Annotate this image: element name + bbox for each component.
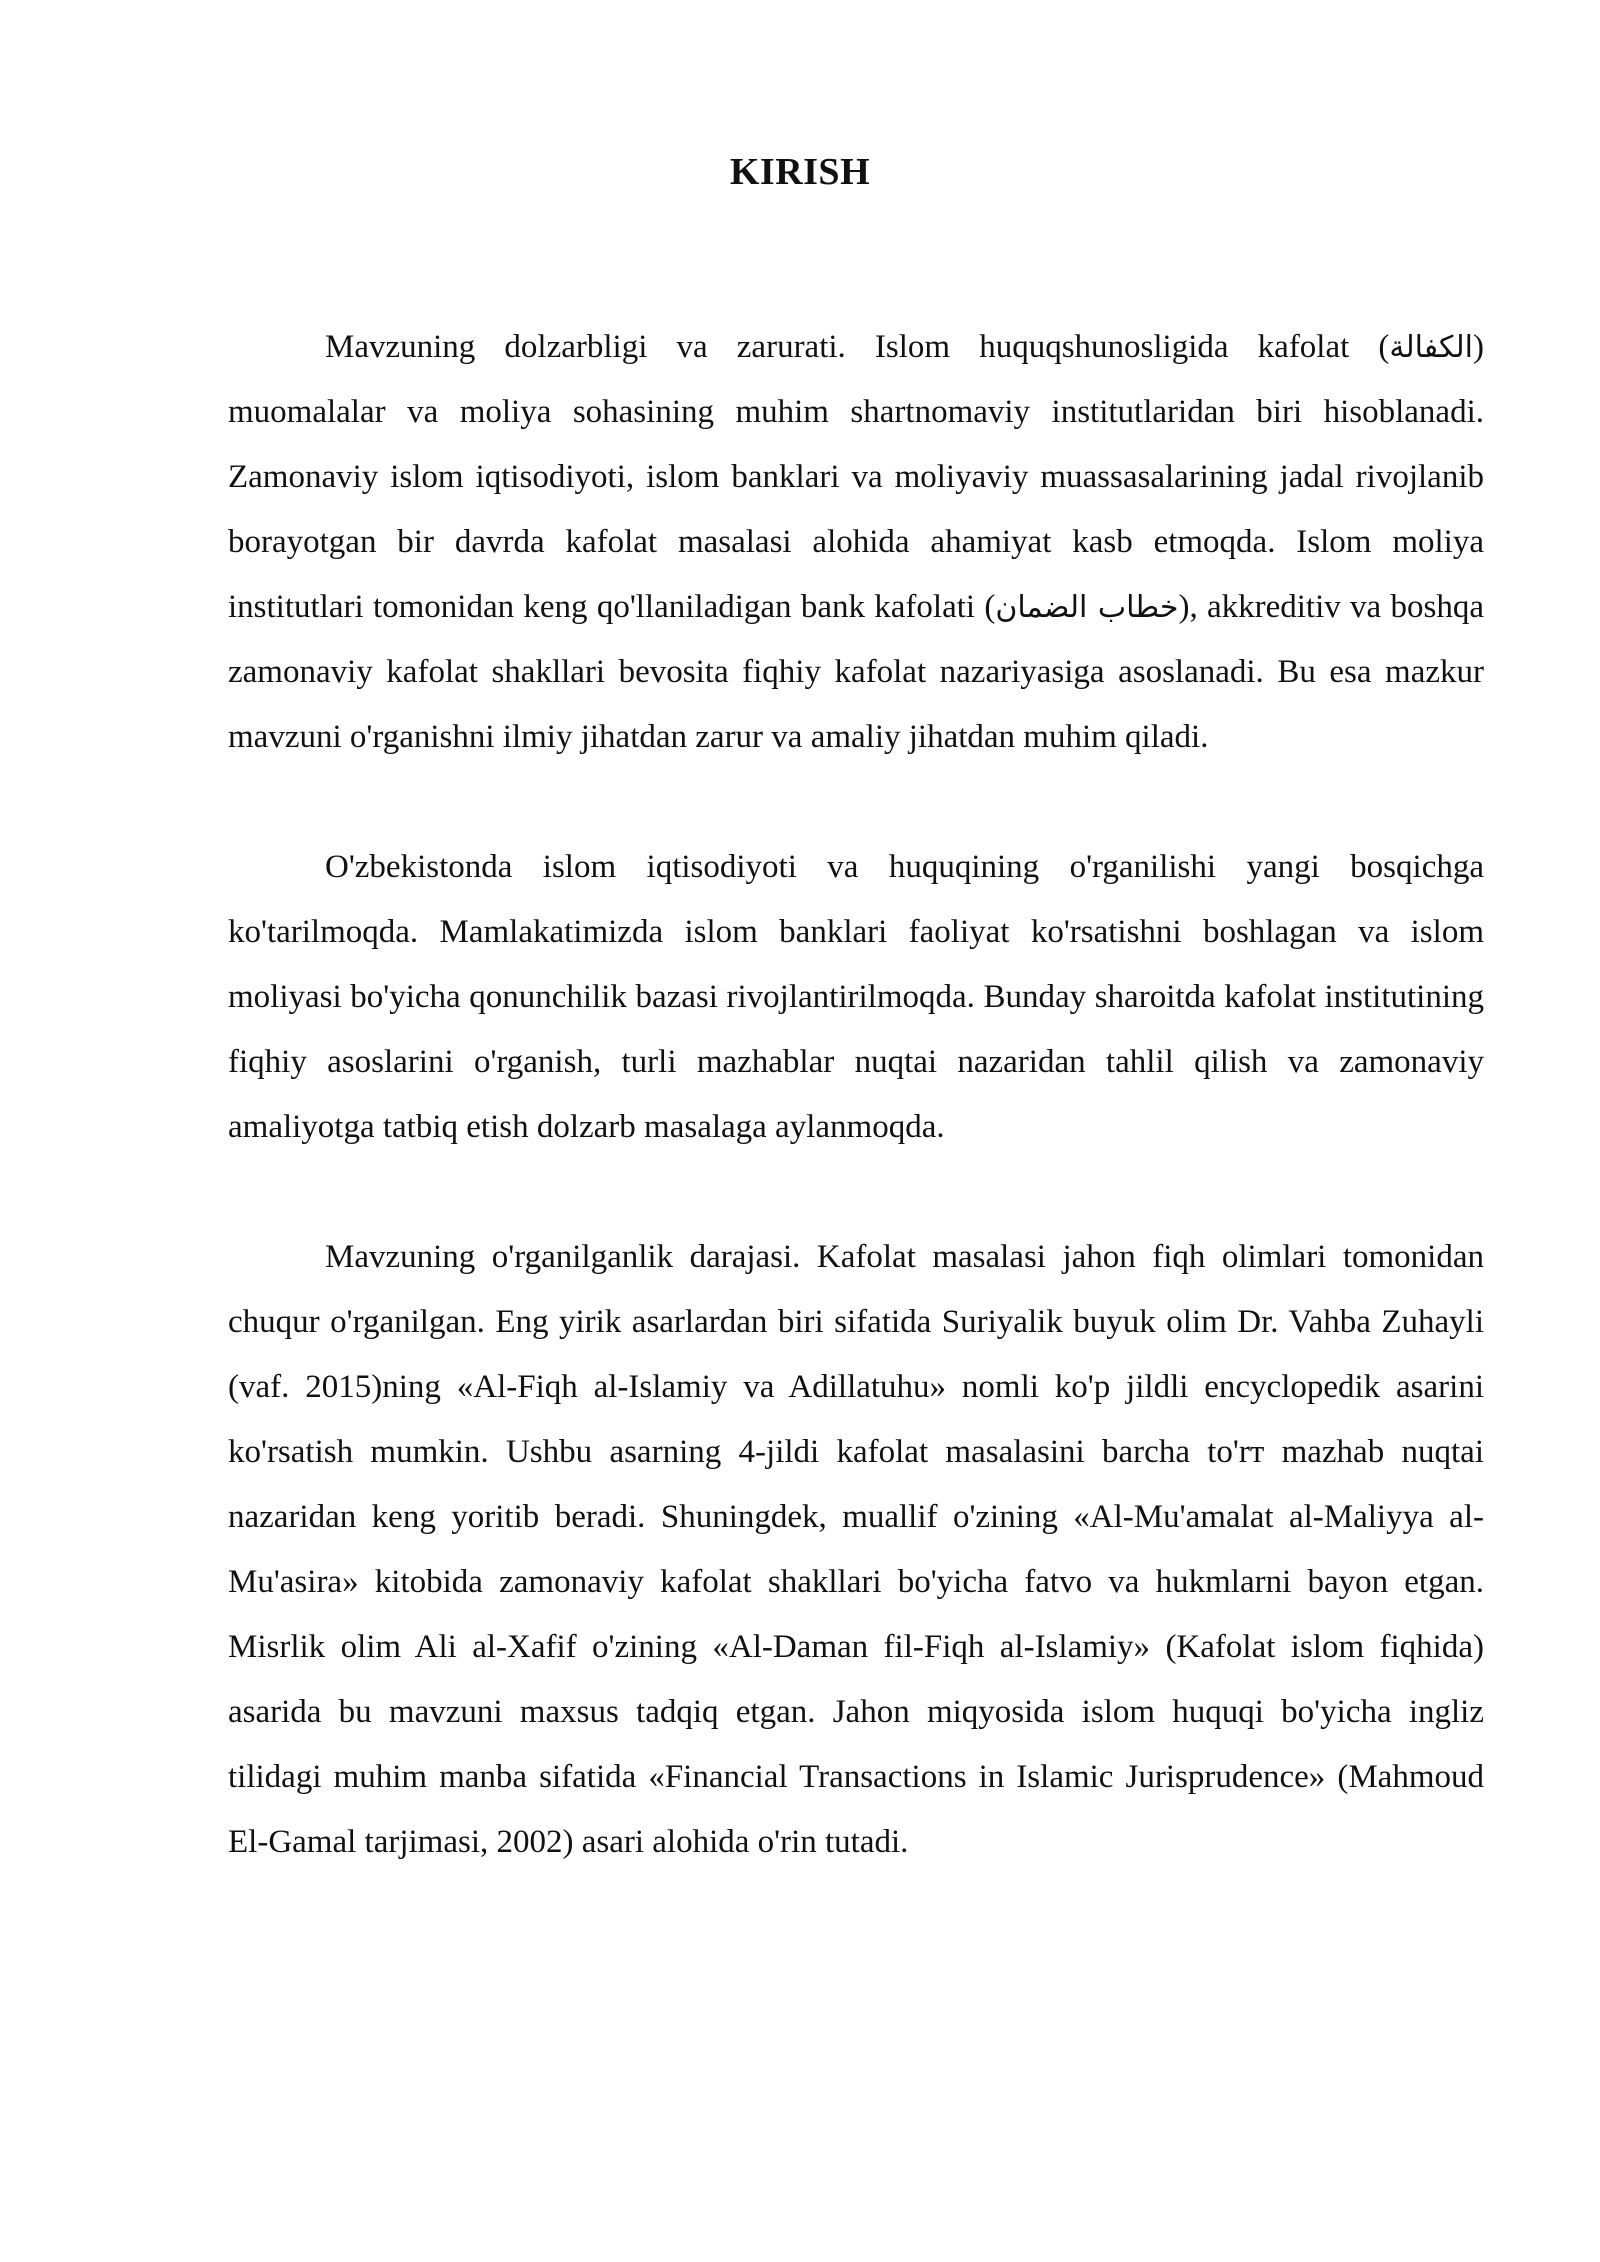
paragraph-text: Mavzuning dolzarbligi va zarurati. Islom huquqshunosligida kafolat ( xyxy=(325,329,1390,365)
page-title: KIRISH xyxy=(729,151,871,193)
arabic-term-kafala: الكفالة xyxy=(1389,330,1473,365)
document-body xyxy=(228,315,1484,1940)
paragraph-text: ), akkreditiv va boshqa zamonaviy kafolat shakllari bevosita fiqhiy kafolat nazariyasiga asoslanadi. Bu esa mazkur mavzuni o'rganishni ilmiy jihatdan zarur va amaliy jihatdan muhim qiladi. xyxy=(228,589,1484,755)
paragraph-relevance xyxy=(228,315,1484,770)
paragraph-text: ) muomalalar va moliya sohasining muhim shartnomaviy institutlaridan biri hisoblanadi. Zamonaviy islom iqtisodiyoti, islom banklari va moliyaviy muassasalarining jadal rivojlanib borayotgan bir davrda kafolat masalasi alohida ahamiyat kasb etmoqda. Islom moliya institutlari tomonidan keng qo'llaniladigan bank kafolati ( xyxy=(228,329,1484,625)
paragraph-literature-review: Mavzuning o'rganilganlik darajasi. Kafolat masalasi jahon fiqh olimlari tomonidan chuqur o'rganilgan. Eng yirik asarlardan biri sifatida Suriyalik buyuk olim Dr. Vahba Zuhayli (vaf. 2015)ning «Al-Fiqh al-Islamiy va Adillatuhu» nomli ko'p jildli encyclopedik asarini ko'rsatish mumkin. Ushbu asarning 4-jildi kafolat masalasini barcha to'rт mazhab nuqtai nazaridan keng yoritib beradi. Shuningdek, muallif o'zining «Al-Mu'amalat al-Maliyya al-Mu'asira» kitobida zamonaviy kafolat shakllari bo'yicha fatvo va hukmlarni bayon etgan. Misrlik olim Ali al-Xafif o'zining «Al-Daman fil-Fiqh al-Islamiy» (Kafolat islom fiqhida) asarida bu mavzuni maxsus tadqiq etgan. Jahon miqyosida islom huquqi bo'yicha ingliz tilidagi muhim manba sifatida «Financial Transactions in Islamic Jurisprudence» (Mahmoud El-Gamal tarjimasi, 2002) asari alohida o'rin tutadi. xyxy=(228,1239,1484,1860)
arabic-term-khitab-al-daman: خطاب الضمان xyxy=(995,590,1179,625)
paragraph-uzbekistan: O'zbekistonda islom iqtisodiyoti va huquqining o'rganilishi yangi bosqichga ko'tarilmoqda. Mamlakatimizda islom banklari faoliyat ko'rsatishni boshlagan va islom moliyasi bo'yicha qonunchilik bazasi rivojlantirilmoqda. Bunday sharoitda kafolat institutining fiqhiy asoslarini o'rganish, turli mazhablar nuqtai nazaridan tahlil qilish va zamonaviy amaliyotga tatbiq etish dolzarb masalaga aylanmoqda. xyxy=(228,849,1484,1145)
